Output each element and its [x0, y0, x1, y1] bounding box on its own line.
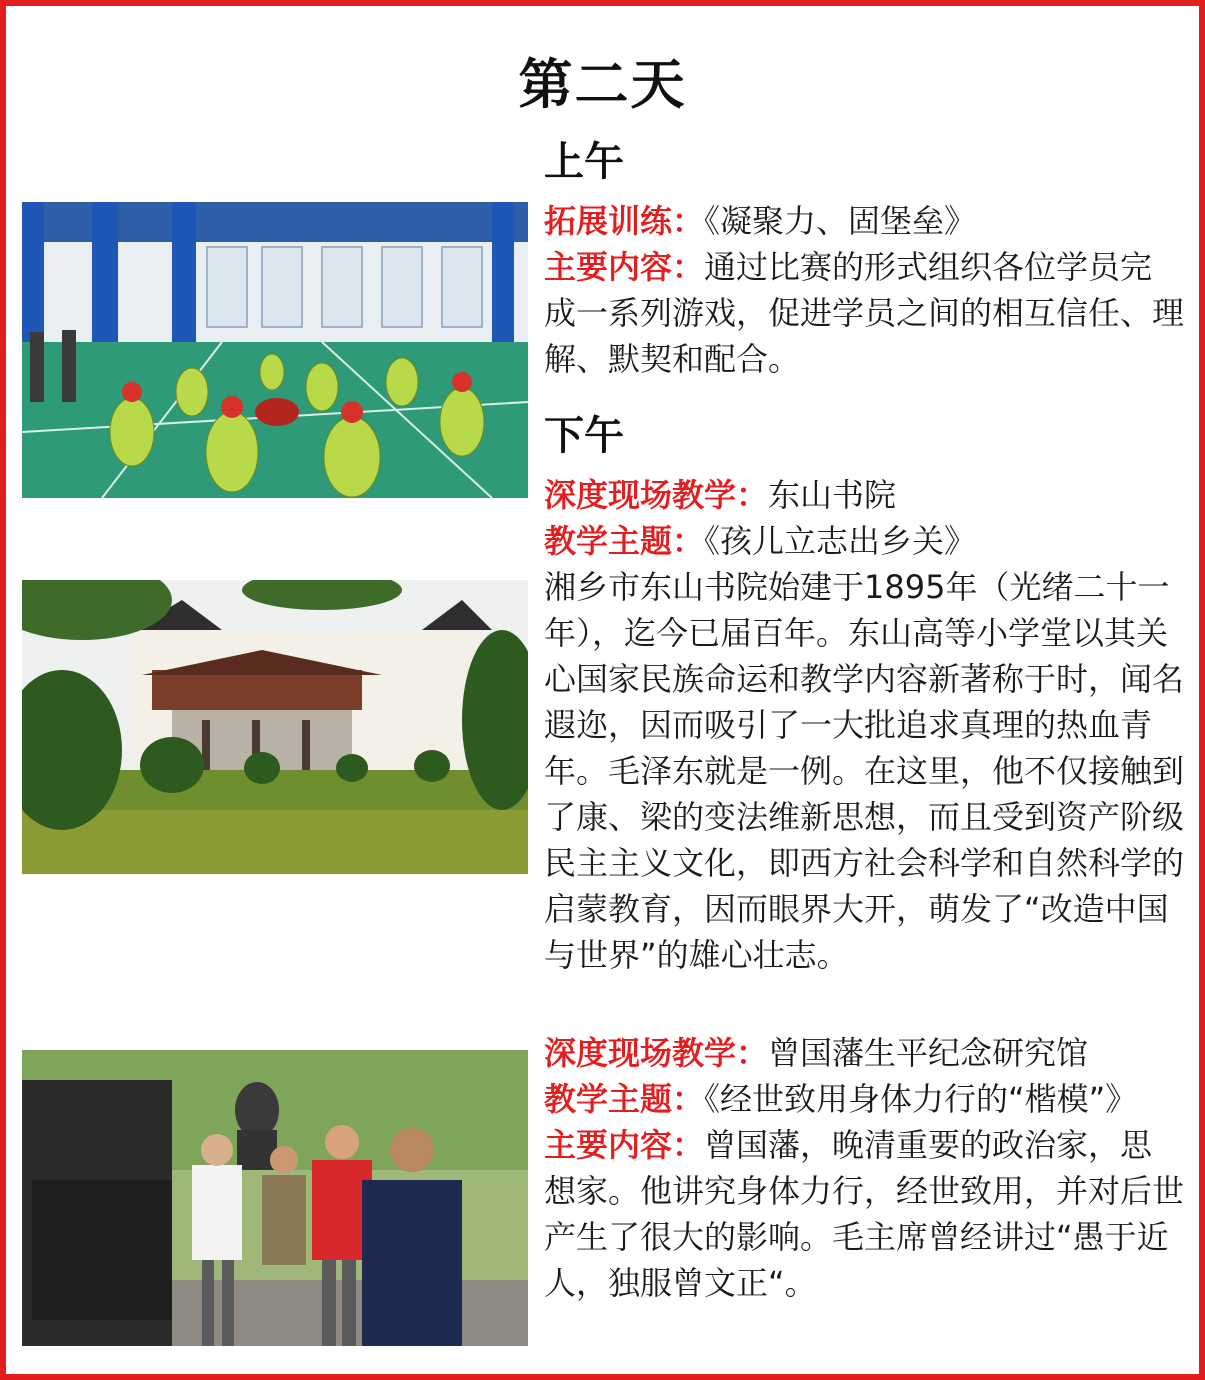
theme-label-1: 教学主题：: [544, 522, 705, 560]
visit-label-2: 深度现场教学：: [544, 1034, 769, 1072]
page-title: 第二天: [518, 53, 687, 116]
visit-label-1: 深度现场教学：: [544, 476, 769, 514]
team-building-photo: [22, 202, 528, 498]
morning-heading: 上午: [544, 139, 624, 185]
zeng-content-value: 曾国藩，晚清重要的政治家，思想家。他讲究身体力行，经世致用，并对后世产生了很大的影响。毛主席曾经讲过“愚于近人，独服曾文正“。: [544, 1126, 1185, 1302]
dongshan-academy-photo: [22, 580, 528, 874]
theme-line-2: [544, 1076, 1184, 1122]
training-line: [544, 198, 1184, 244]
afternoon-block2: [544, 1030, 1184, 1306]
visit-value-2: 曾国藩生平纪念研究馆: [768, 1034, 1089, 1072]
theme-line-1: [544, 518, 1184, 564]
zeng-content-label: 主要内容：: [544, 1126, 705, 1164]
morning-content-line: [544, 244, 1184, 382]
theme-value-2: 《经世致用身体力行的“楷模”》: [704, 1080, 1138, 1118]
zeng-guofan-memorial-photo: [22, 1050, 528, 1346]
training-label: 拓展训练：: [544, 202, 705, 240]
training-value: 《凝聚力、固堡垒》: [704, 202, 977, 240]
academy-description: 湘乡市东山书院始建于1895年（光绪二十一年），迄今已届百年。东山高等小学堂以其关心国家民族命运和教学内容新著称于时，闻名遐迩，因而吸引了一大批追求真理的热血青年。毛泽东就是一例。在这里，他不仅接触到了康、梁的变法维新思想，而且受到资产阶级民主主义文化，即西方社会科学和自然科学的启蒙教育，因而眼界大开，萌发了“改造中国与世界”的雄心壮志。: [544, 568, 1185, 974]
visit-line-2: [544, 1030, 1184, 1076]
morning-content-value: 通过比赛的形式组织各位学员完成一系列游戏，促进学员之间的相互信任、理解、默契和配合。: [544, 248, 1185, 378]
visit-value-1: 东山书院: [768, 476, 897, 514]
afternoon-block1: [544, 472, 1184, 978]
morning-content-label: 主要内容：: [544, 248, 705, 286]
zeng-content-line: [544, 1122, 1184, 1306]
visit-line-1: [544, 472, 1184, 518]
theme-label-2: 教学主题：: [544, 1080, 705, 1118]
afternoon-heading: 下午: [544, 413, 624, 459]
theme-value-1: 《孩儿立志出乡关》: [704, 522, 977, 560]
morning-text: [544, 198, 1184, 382]
